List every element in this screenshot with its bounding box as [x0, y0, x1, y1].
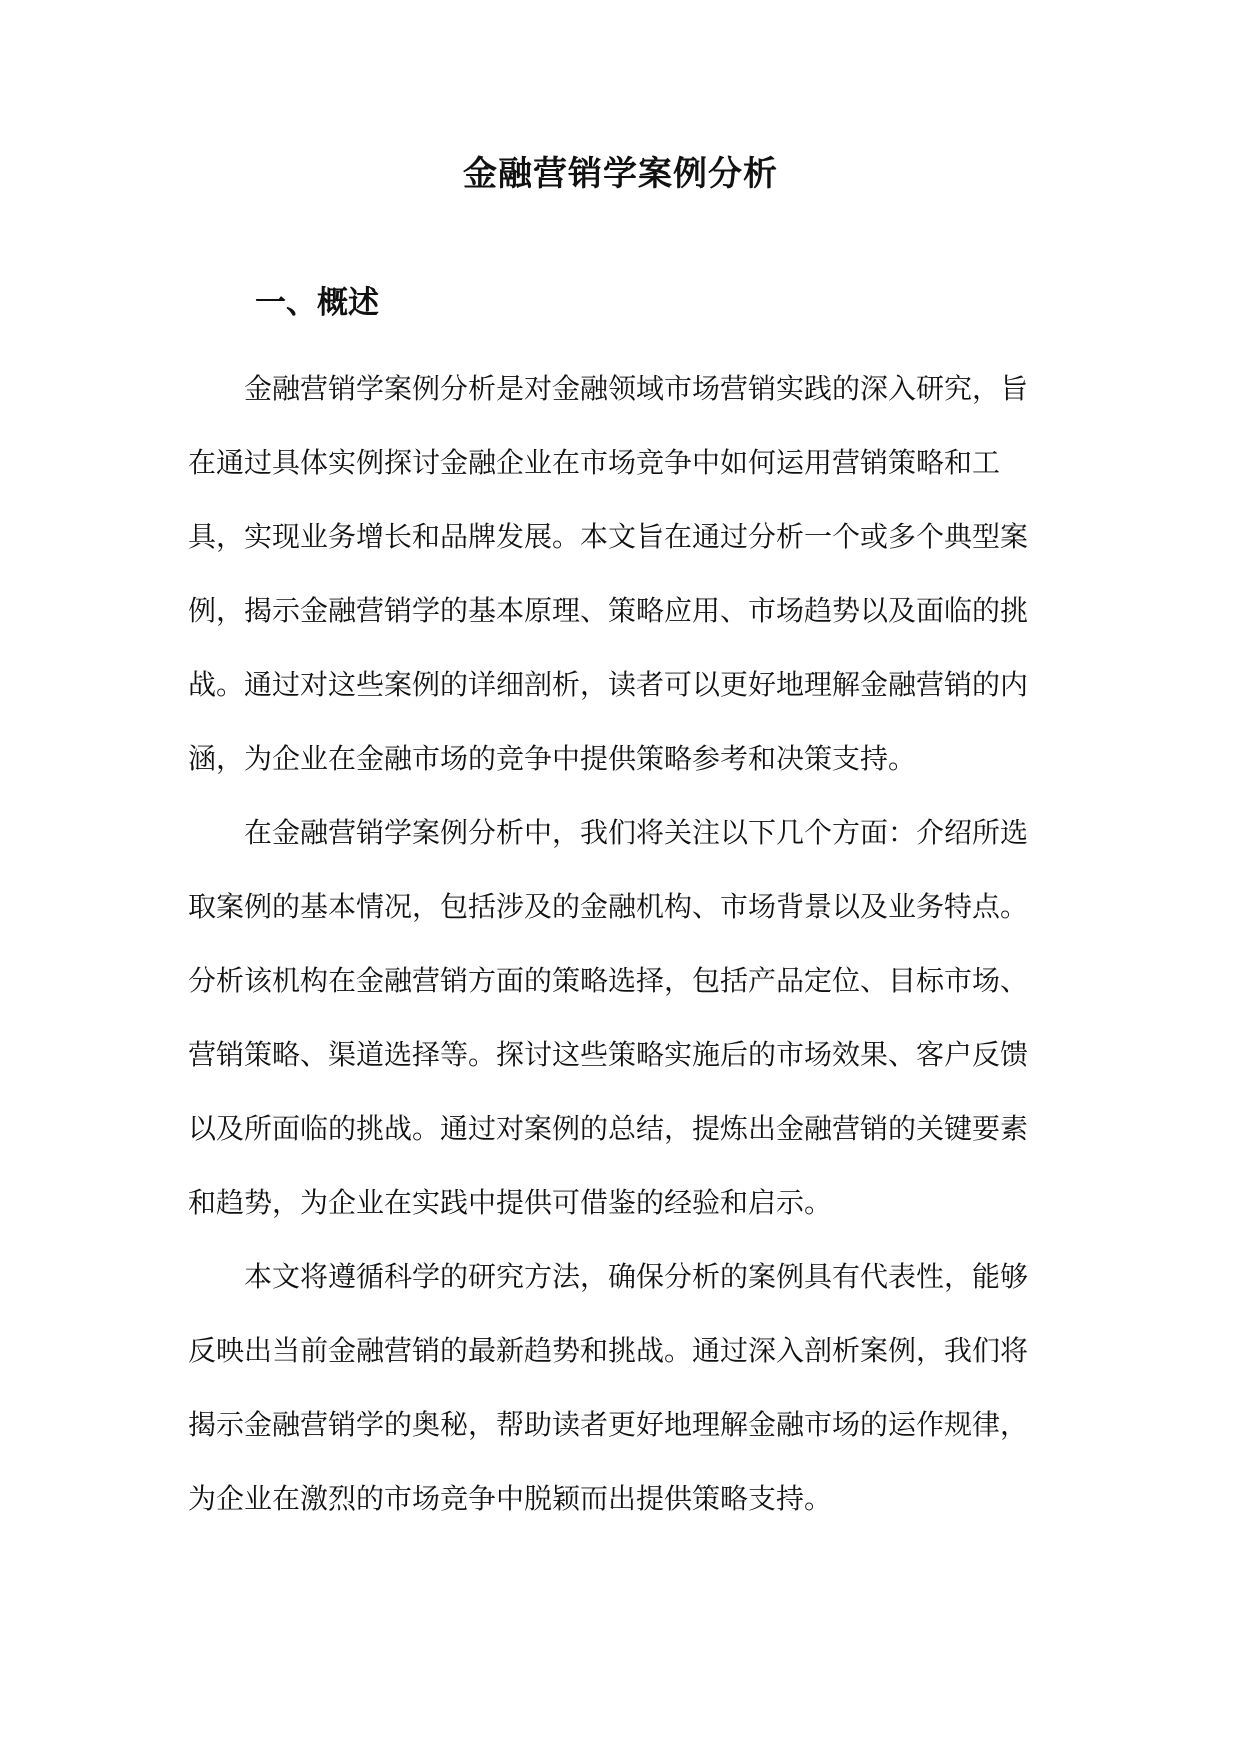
paragraph-line: 营销策略、渠道选择等。探讨这些策略实施后的市场效果、客户反馈	[188, 1038, 1029, 1071]
paragraph-line: 为企业在激烈的市场竞争中脱颖而出提供策略支持。	[188, 1482, 833, 1515]
paragraph-line: 涵，为企业在金融市场的竞争中提供策略参考和决策支持。	[188, 742, 917, 775]
paragraph-line: 战。通过对这些案例的详细剖析，读者可以更好地理解金融营销的内	[188, 668, 1029, 701]
document-title: 金融营销学案例分析	[463, 154, 778, 194]
paragraph-line: 本文将遵循科学的研究方法，确保分析的案例具有代表性，能够	[244, 1260, 1029, 1293]
paragraph-line: 金融营销学案例分析是对金融领域市场营销实践的深入研究，旨	[244, 372, 1029, 405]
paragraph-line: 分析该机构在金融营销方面的策略选择，包括产品定位、目标市场、	[188, 964, 1029, 997]
paragraph-line: 反映出当前金融营销的最新趋势和挑战。通过深入剖析案例，我们将	[188, 1334, 1029, 1367]
paragraph-line: 具，实现业务增长和品牌发展。本文旨在通过分析一个或多个典型案	[188, 520, 1029, 553]
paragraph-line: 取案例的基本情况，包括涉及的金融机构、市场背景以及业务特点。	[188, 890, 1029, 923]
paragraph-line: 和趋势，为企业在实践中提供可借鉴的经验和启示。	[188, 1186, 833, 1219]
paragraph-line: 揭示金融营销学的奥秘，帮助读者更好地理解金融市场的运作规律，	[188, 1408, 1029, 1441]
section-heading: 一、概述	[255, 285, 379, 321]
paragraph-line: 例，揭示金融营销学的基本原理、策略应用、市场趋势以及面临的挑	[188, 594, 1029, 627]
paragraph-line: 在金融营销学案例分析中，我们将关注以下几个方面：介绍所选	[244, 816, 1029, 849]
paragraph-line: 在通过具体实例探讨金融企业在市场竞争中如何运用营销策略和工	[188, 446, 1001, 479]
paragraph-line: 以及所面临的挑战。通过对案例的总结，提炼出金融营销的关键要素	[188, 1112, 1029, 1145]
